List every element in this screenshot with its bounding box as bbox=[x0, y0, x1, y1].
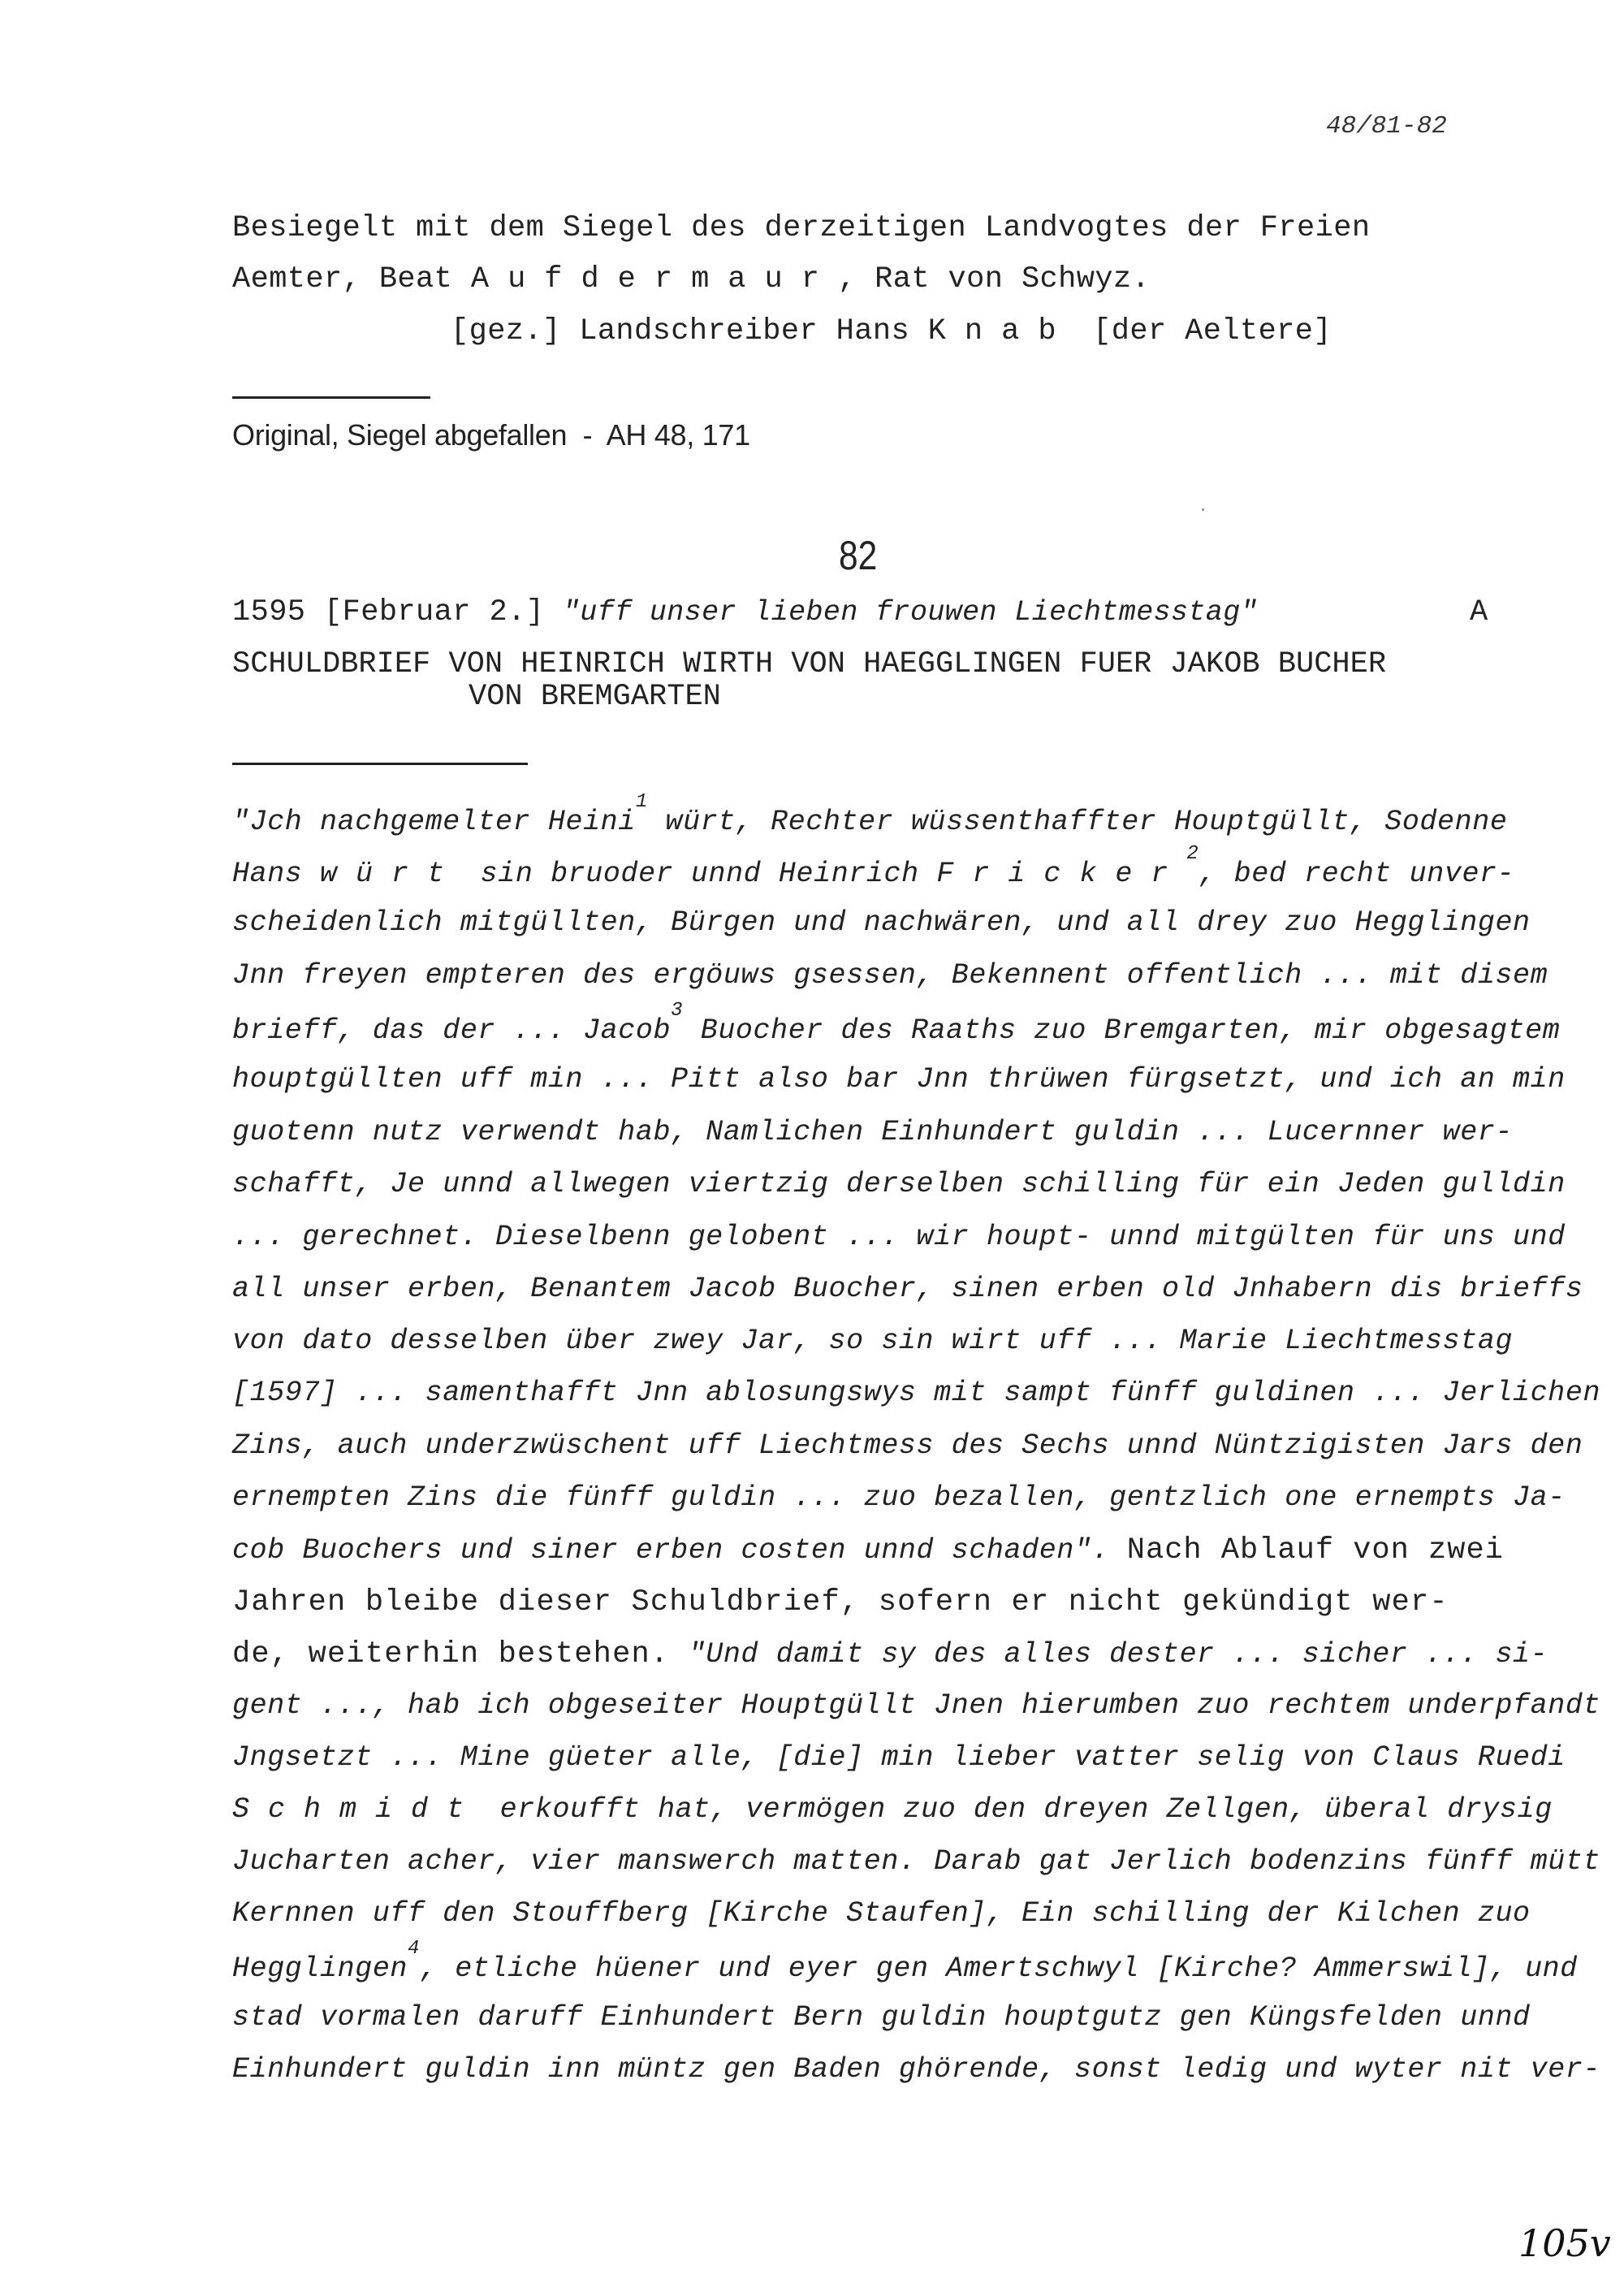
body-line-18: gent ..., hab ich obgeseiter Houptgüllt Jnen hierumben zuo rechtem underpfandt bbox=[232, 1689, 1601, 1722]
body-line-1: "Jch nachgemelter Heini$^1$ würt, Rechter wüssenthaffter Houptgüllt, Sodenne bbox=[232, 791, 1508, 838]
spaced-name-aufdermaur: Aufdermaur bbox=[470, 262, 838, 296]
preamble-line-1: Besiegelt mit dem Siegel des derzeitigen Landvogtes der Freien bbox=[232, 211, 1371, 245]
spaced-name-knab: Knab bbox=[927, 314, 1075, 348]
body-line-11: von dato desselben über zwey Jar, so sin wirt uff ... Marie Liechtmesstag bbox=[232, 1325, 1514, 1357]
divider-rule-1 bbox=[232, 396, 430, 399]
spaced-name-schmidt: Schmidt bbox=[232, 1793, 483, 1826]
speck bbox=[1202, 508, 1204, 511]
page-reference: 48/81-82 bbox=[1326, 112, 1447, 141]
body-line-19: Jngsetzt ... Mine güeter alle, [die] min lieber vatter selig von Claus Ruedi bbox=[232, 1741, 1566, 1774]
entry-letter: A bbox=[1470, 595, 1488, 629]
footnote-ref-3: 3 bbox=[671, 1000, 684, 1022]
body-line-14: ernempten Zins die fünff guldin ... zuo bezallen, gentzlich one ernempts Ja- bbox=[232, 1481, 1566, 1514]
body-line-9: ... gerechnet. Dieselbenn gelobent ... wir houpt- unnd mitgülten für uns und bbox=[232, 1221, 1566, 1253]
body-line-12: [1597] ... samenthafft Jnn ablosungswys mit sampt fünff guldinen ... Jerlichen bbox=[232, 1377, 1601, 1409]
body-line-21: Jucharten acher, vier manswerch matten. Darab gat Jerlich bodenzins fünff mütt bbox=[232, 1845, 1601, 1878]
body-line-17: de, weiterhin bestehen. "Und damit sy des alles dester ... sicher ... si- bbox=[232, 1637, 1548, 1671]
body-line-8: schafft, Je unnd allwegen viertzig derselben schilling für ein Jeden gulldin bbox=[232, 1168, 1566, 1200]
body-line-10: all unser erben, Benantem Jacob Buocher, sinen erben old Jnhabern dis brieffs bbox=[232, 1273, 1583, 1305]
footnote-ref-4: 4 bbox=[408, 1938, 421, 1960]
footnote-ref-1: 1 bbox=[635, 791, 648, 813]
body-line-24: stad vormalen daruff Einhundert Bern guldin houptgutz gen Küngsfelden unnd bbox=[232, 2001, 1531, 2034]
body-line-3: scheidenlich mitgüllten, Bürgen und nachwären, und all drey zuo Hegglingen bbox=[232, 906, 1531, 939]
body-line-6: houptgüllten uff min ... Pitt also bar Jnn thrüwen fürgsetzt, und ich an min bbox=[232, 1063, 1566, 1096]
divider-rule-2 bbox=[232, 763, 528, 765]
body-line-7: guotenn nutz verwendt hab, Namlichen Einhundert guldin ... Lucernner wer- bbox=[232, 1116, 1514, 1148]
spaced-name-wurt: würt bbox=[320, 858, 464, 890]
signature-line: [gez.] Landschreiber Hans Knab [der Aeltere] bbox=[451, 314, 1332, 348]
spaced-name-fricker: Fricker bbox=[936, 858, 1187, 890]
body-line-22: Kernnen uff den Stouffberg [Kirche Staufen], Ein schilling der Kilchen zuo bbox=[232, 1897, 1531, 1930]
body-line-25: Einhundert guldin inn müntz gen Baden ghörende, sonst ledig und wyter nit ver- bbox=[232, 2053, 1601, 2086]
body-line-16: Jahren bleibe dieser Schuldbrief, sofern er nicht gekündigt wer- bbox=[232, 1585, 1449, 1619]
entry-title-line-2: VON BREMGARTEN bbox=[469, 680, 721, 714]
body-line-5: brieff, das der ... Jacob$^3$ Buocher des Raaths zuo Bremgarten, mir obgesagtem bbox=[232, 1000, 1561, 1047]
body-line-2: Hans würt sin bruoder unnd Heinrich Fricker$^2$, bed recht unver- bbox=[232, 843, 1515, 890]
body-line-20: Schmidt erkoufft hat, vermögen zuo den dreyen Zellgen, überal drysig bbox=[232, 1793, 1553, 1826]
entry-date-line: 1595 [Februar 2.] "uff unser lieben frouwen Liechtmesstag" bbox=[232, 595, 1259, 629]
handwritten-folio-note: 105v bbox=[1518, 2221, 1611, 2265]
body-line-4: Jnn freyen empteren des ergöuws gsessen, Bekennent offentlich ... mit disem bbox=[232, 959, 1548, 992]
footnote-ref-2: 2 bbox=[1186, 843, 1199, 865]
body-line-15: cob Buochers und siner erben costen unnd schaden". Nach Ablauf von zwei bbox=[232, 1533, 1504, 1567]
source-note: Original, Siegel abgefallen - AH 48, 171 bbox=[232, 418, 750, 452]
body-line-23: Hegglingen$^4$, etliche hüener und eyer gen Amertschwyl [Kirche? Ammerswil], und bbox=[232, 1938, 1578, 1985]
entry-number: 82 bbox=[839, 533, 878, 578]
preamble-line-2: Aemter, Beat Aufdermaur, Rat von Schwyz. bbox=[232, 262, 1151, 296]
body-line-13: Zins, auch underzwüschent uff Liechtmess des Sechs unnd Nüntzigisten Jars den bbox=[232, 1429, 1583, 1462]
entry-title-line-1: SCHULDBRIEF VON HEINRICH WIRTH VON HAEGGLINGEN FUER JAKOB BUCHER bbox=[232, 647, 1387, 681]
